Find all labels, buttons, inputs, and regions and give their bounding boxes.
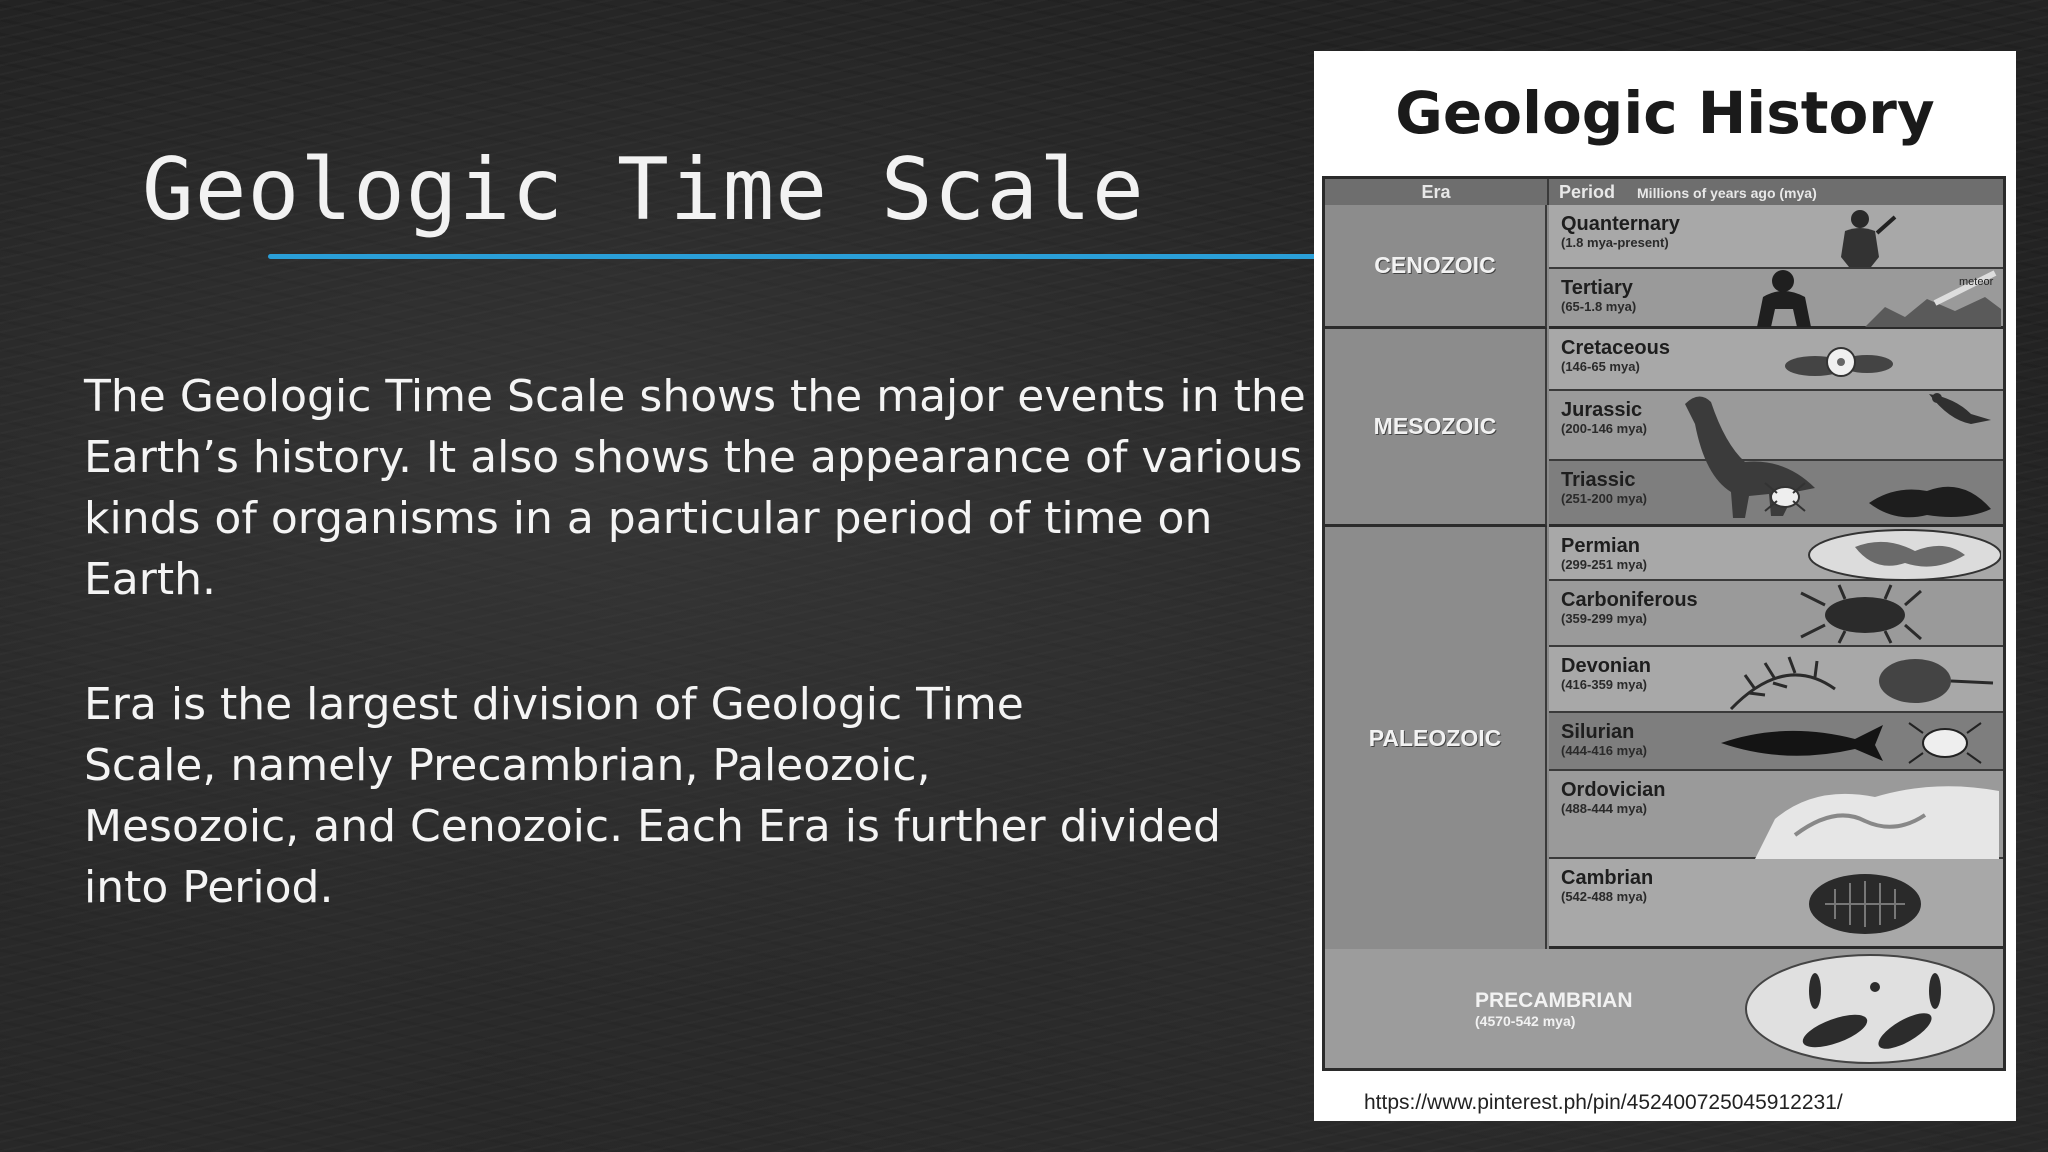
period-name: Tertiary <box>1561 277 1633 299</box>
period-quaternary <box>1549 205 2003 269</box>
period-name: Silurian <box>1561 721 1635 743</box>
period-name: Triassic <box>1561 469 1636 491</box>
period-name: Cretaceous <box>1561 337 1670 359</box>
period-range: (200-146 mya) <box>1561 421 1647 436</box>
era-mesozoic <box>1325 329 1547 527</box>
paragraph-line: Earth. <box>84 554 216 605</box>
period-range: (359-299 mya) <box>1561 611 1647 626</box>
period-range: (299-251 mya) <box>1561 557 1647 572</box>
header-era: Era <box>1325 179 1549 205</box>
paragraph-line: Scale, namely Precambrian, Paleozoic, <box>84 740 931 791</box>
period-name: Ordovician <box>1561 779 1666 801</box>
period-range: (542-488 mya) <box>1561 889 1647 904</box>
bird-illustration <box>1925 384 1995 434</box>
paragraph-line: into Period. <box>84 862 334 913</box>
figure-source-url: https://www.pinterest.ph/pin/452400725045912231/ <box>1364 1091 1843 1114</box>
caveman-illustration <box>1815 207 1905 269</box>
period-range: (416-359 mya) <box>1561 677 1647 692</box>
paragraph-era <box>84 674 1221 918</box>
paragraph-line: Era is the largest division of Geologic Time <box>84 679 1024 730</box>
insect-illustration <box>1755 471 1815 523</box>
period-range: (444-416 mya) <box>1561 743 1647 758</box>
period-name: Permian <box>1561 535 1640 557</box>
figure-title: Geologic History <box>1395 79 1935 147</box>
period-range: (488-444 mya) <box>1561 801 1647 816</box>
meteor-label: meteor <box>1959 276 1994 288</box>
title-underline <box>268 254 1318 259</box>
period-name: Jurassic <box>1561 399 1643 421</box>
era-paleozoic <box>1325 527 1547 949</box>
slide-title: Geologic Time Scale <box>142 140 1145 240</box>
globe-illustration <box>1795 529 2001 581</box>
header-period-label: Period <box>1559 182 1616 202</box>
period-range: (146-65 mya) <box>1561 359 1640 374</box>
cockroach-illustration <box>1795 583 1925 645</box>
meteor-illustration <box>1865 269 2001 327</box>
geologic-history-chart <box>1322 176 2006 1071</box>
geologic-history-figure <box>1314 51 2016 1121</box>
trilobite-illustration <box>1795 861 1935 947</box>
paragraph-line: kinds of organisms in a particular period of time on <box>84 493 1213 544</box>
fish-and-scorpion-illustration <box>1715 715 1995 769</box>
period-name: PRECAMBRIAN <box>1475 988 1633 1012</box>
era-cenozoic <box>1325 205 1547 329</box>
fern-and-fish-illustration <box>1725 649 1995 713</box>
period-name: Quanternary <box>1561 213 1680 235</box>
paragraph-line: Earth’s history. It also shows the appearance of various <box>84 432 1303 483</box>
period-carboniferous <box>1549 581 2003 647</box>
paragraph-line: The Geologic Time Scale shows the major events in the <box>84 371 1306 422</box>
period-range: (65-1.8 mya) <box>1561 299 1637 314</box>
period-range: (4570-542 mya) <box>1475 1012 1576 1029</box>
header-mya-label: Millions of years ago (mya) <box>1637 185 1817 201</box>
era-label: CENOZOIC <box>1374 252 1496 278</box>
ocean-illustration <box>1755 775 1999 859</box>
reptile-illustration <box>1865 469 1995 527</box>
period-name: Carboniferous <box>1561 589 1698 611</box>
paragraph-intro <box>84 366 1306 610</box>
header-period <box>1549 179 2003 205</box>
period-range: (251-200 mya) <box>1561 491 1647 506</box>
era-label: MESOZOIC <box>1373 413 1497 439</box>
period-range: (1.8 mya-present) <box>1561 235 1669 250</box>
period-name: Devonian <box>1561 655 1652 677</box>
period-cretaceous <box>1549 329 2003 391</box>
gorilla-illustration <box>1745 267 1825 329</box>
paragraph-line: Mesozoic, and Cenozoic. Each Era is further divided <box>84 801 1221 852</box>
period-name: Cambrian <box>1561 867 1654 889</box>
cells-illustration <box>1735 951 2001 1067</box>
era-label: PALEOZOIC <box>1368 724 1502 751</box>
